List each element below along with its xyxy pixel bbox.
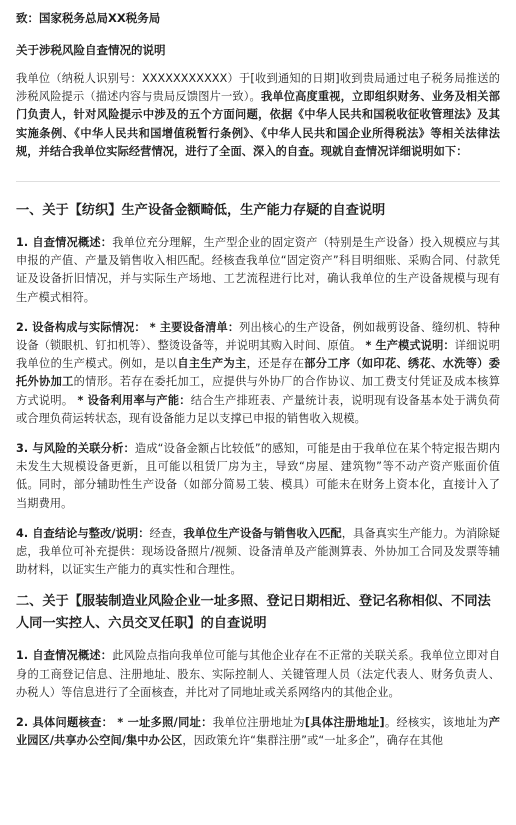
paragraph-text: 此风险点指向我单位可能与其他企业存在不正常的关联关系。我单位立即对自身的工商登记信息、注册地址、股东、实际控制人、关键管理人员（法定代表人、财务负责人、办税人）等信息进行了全面核查，并比对了同地址或关系网络内的其他企业。 xyxy=(16,649,500,699)
paragraph-text: ，具备真实生产能力。为消除疑虑，我单位可补充提供：现场设备照片/视频、设备清单及产能测算表、外协加工合同及发票等辅助材料，以证实生产能力的真实性和合理性。 xyxy=(16,526,500,577)
paragraph-text: 结合生产排班表、产量统计表，说明现有设备基本处于满负荷或合理负荷运转状态，现有设备能力足以支撑已申报的销售收入规模。 xyxy=(16,393,501,425)
paragraph-text: ，因政策允许“集群注册”或“一址多企”，确存在其他 xyxy=(182,734,444,748)
paragraph-text: 造成“设备金额占比较低”的感知，可能是由于我单位在某个特定报告期内未发生大规模设备更新，且可能以租赁厂房为主，导致“房屋、建筑物”等不动产资产账面价值低。同时，部分辅助性生产设备（如部分简易工装、模具）可能未在财务上资本化，直接计入了当期费用。 xyxy=(16,442,500,510)
section-2-paragraph-1 xyxy=(16,647,500,702)
emphasis-text: 我单位生产设备与销售收入匹配 xyxy=(183,526,342,540)
intro-paragraph xyxy=(16,70,500,161)
paragraph-label: 3. 与风险的关联分析： xyxy=(16,442,135,456)
paragraph-label: 1. 自查情况概述： xyxy=(16,236,113,250)
paragraph-label: 1. 自查情况概述： xyxy=(16,649,113,663)
section-2-paragraph-2 xyxy=(16,714,500,750)
section-2-heading: 二、关于【服装制造业风险企业一址多照、登记日期相近、登记名称相似、不同法人同一实控人、六员交叉任职】的自查说明 xyxy=(16,594,491,632)
bullet-label-equipment-list: * 主要设备清单： xyxy=(145,320,240,334)
paragraph-label: 4. 自查结论与整改/说明： xyxy=(16,526,150,540)
paragraph-text: 列出核心的生产设备，例如裁剪设备、缝纫机、特种设备（锁眼机、钉扣机等）、整烫设备等，并说明其购入时间、原值。 xyxy=(16,320,500,353)
recipient-line: 致：国家税务总局XX税务局 xyxy=(16,11,161,25)
bullet-label-production-mode: * 生产模式说明： xyxy=(361,339,455,353)
section-1-paragraph-2 xyxy=(16,319,500,428)
intro-text-a: 我单位（纳税人识别号：XXXXXXXXXXX）于[收到通知的日期]收到贵局通过电子税务局推送的涉税风险提示（描述内容与贵局反馈图片一致）。 xyxy=(16,72,500,104)
section-1-paragraph-1 xyxy=(16,234,500,307)
emphasis-text: 部分工序（如印花、绣花、水洗等）委托外协加工 xyxy=(16,357,500,389)
paragraph-text: 经查， xyxy=(149,526,184,540)
paragraph-text: 的情形。若存在委托加工，应提供与外协厂的合作协议、加工费支付凭证及成本核算方式说明。 xyxy=(16,375,500,407)
section-divider xyxy=(16,181,500,182)
section-1-heading: 一、关于【纺织】生产设备金额畸低，生产能力存疑的自查说明 xyxy=(16,203,386,219)
paragraph-text: 我单位注册地址为 xyxy=(212,716,305,730)
paragraph-text: 。经核实，该地址为 xyxy=(384,716,489,730)
document-subject: 关于涉税风险自查情况的说明 xyxy=(16,43,166,57)
section-1-paragraph-3 xyxy=(16,440,500,513)
emphasis-text: 产业园区/共享办公空间/集中办公区 xyxy=(16,716,501,748)
bullet-label-utilization: * 设备利用率与产能： xyxy=(73,393,191,407)
paragraph-text: ，还是存在 xyxy=(246,357,305,371)
emphasis-text: [具体注册地址] xyxy=(304,716,385,730)
bullet-label-same-address: * 一址多照/同址： xyxy=(113,716,213,730)
paragraph-label: 2. 具体问题核查： xyxy=(16,716,114,730)
emphasis-text: 自主生产为主 xyxy=(177,357,247,371)
section-1-paragraph-4 xyxy=(16,525,500,580)
intro-text-b: 我单位高度重视，立即组织财务、业务及相关部门负责人，针对风险提示中涉及的五个方面问题，依据《中华人民共和国税收征收管理法》及其实施条例、《中华人民共和国增值税暂行条例》、《中华人民共和国企业所得税法》等相关法律法规，并结合我单位实际经营情况，进行了全面、深入的自查。现就自查情况详细说明如下： xyxy=(16,90,500,158)
paragraph-label: 2. 设备构成与实际情况： xyxy=(16,320,146,334)
paragraph-text: 详细说明我单位的生产模式。例如，是以 xyxy=(16,339,500,371)
paragraph-text: 我单位充分理解，生产型企业的固定资产（特别是生产设备）投入规模应与其申报的产值、产量及销售收入相匹配。经核查我单位“固定资产”科目明细账、采购合同、付款凭证及设备折旧情况，并与实际生产场地、工艺流程进行比对，确认我单位的生产设备规模与现有生产模式相符。 xyxy=(16,236,500,304)
